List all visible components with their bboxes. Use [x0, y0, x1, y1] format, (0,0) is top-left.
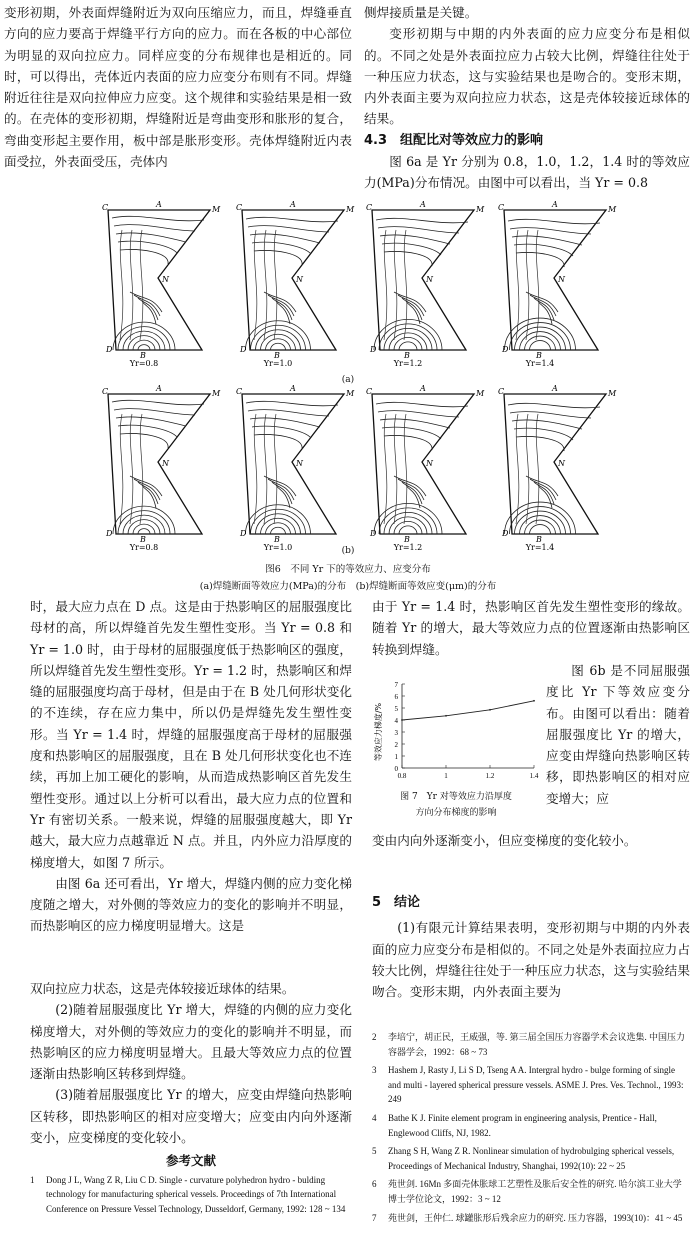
- mid-right-tail: [372, 830, 690, 851]
- reference-number: 7: [372, 1212, 377, 1223]
- panel-yr-label: Yr=1.4: [525, 359, 555, 368]
- figure-7-chart: [372, 668, 540, 788]
- y-tick-label: 1: [394, 753, 398, 761]
- contour-line: [138, 345, 150, 350]
- paragraph: 图 6a 是 Yr 分别为 0.8，1.0，1.2，1.4 时的等效应力(MPa)分布情况。由图中可以看出，当 Yr = 0.8: [364, 154, 690, 191]
- top-right-column: [364, 2, 690, 194]
- figure-6-subcaption: (a)焊缝断面等效应力(MPa)的分布 (b)焊缝断面等效应变(μm)的分布: [199, 581, 497, 592]
- contour-line: [380, 235, 450, 244]
- contour-line: [399, 526, 417, 534]
- bottom-right-column: [372, 892, 690, 1002]
- reference-number: 2: [372, 1032, 377, 1042]
- x-tick-label: 1: [444, 772, 448, 780]
- contour-line: [384, 436, 432, 450]
- contour-line: [118, 327, 170, 350]
- corner-label-b: B: [404, 351, 410, 360]
- corner-label-d: D: [370, 345, 377, 354]
- contour-line: [264, 292, 296, 312]
- paragraph: (3)随着屈服强度比 Yr 的增大，应变由焊缝向热影响区转移，即热影响区的相对应变增大；应变由内向外逐渐变小，应变梯度的变化较小。: [30, 1087, 352, 1146]
- contour-line: [394, 521, 422, 534]
- contour-line: [534, 482, 554, 504]
- figure-6b-panel: [234, 384, 356, 552]
- specimen-outline: [372, 210, 474, 350]
- contour-line: [376, 402, 468, 407]
- contour-line: [510, 412, 591, 418]
- contour-line: [272, 298, 292, 320]
- corner-label-m: M: [608, 389, 617, 398]
- contour-line: [116, 233, 186, 242]
- contour-diagram: [496, 384, 618, 554]
- panel-yr-label: Yr=0.8: [129, 543, 159, 552]
- corner-label-d: D: [502, 529, 509, 538]
- y-tick-label: 3: [394, 729, 398, 737]
- y-tick-label: 2: [394, 741, 398, 749]
- corner-label-b: B: [536, 535, 542, 544]
- corner-label-m: M: [212, 389, 221, 398]
- corner-label-a: A: [420, 384, 426, 393]
- panel-yr-label: Yr=1.0: [263, 543, 293, 552]
- contour-line: [250, 418, 320, 427]
- contour-line: [525, 336, 556, 350]
- contour-line: [384, 230, 387, 340]
- references-right: [372, 1030, 690, 1229]
- reference-item: [372, 1111, 690, 1140]
- reference-text: 李培宁，胡正民，王威强，等. 第三届全国压力容器学术会议选集. 中国压力容器学会，1992：68 ~ 73: [388, 1032, 686, 1057]
- mid-left-column: [30, 596, 352, 937]
- contour-line: [252, 242, 311, 254]
- y-tick-label: 7: [394, 681, 398, 689]
- contour-line: [114, 409, 195, 415]
- panel-yr-label: Yr=1.0: [263, 359, 293, 368]
- contour-diagram: [364, 200, 486, 370]
- reference-text: Zhang S H, Wang Z R. Nonlinear simulation of hydrobulging spherical vessels, Proceedings of Mechanical Industry, Shanghai, 1992(10): 22 ~ 25: [388, 1146, 675, 1171]
- paragraph: (1)有限元计算结果表明，变形初期与中期的内外表面的应力应变分布是相似的。不同之处是外表面拉应力占较大比例，焊缝往往处于一种压应力状态，这与实验结果吻合。变形末期，内外表面主要为: [372, 920, 690, 1000]
- reference-number: 6: [372, 1179, 377, 1190]
- corner-label-a: A: [552, 384, 558, 393]
- contour-line: [538, 301, 552, 324]
- contour-line: [120, 414, 123, 524]
- specimen-outline: [372, 394, 474, 534]
- contour-line: [394, 476, 426, 496]
- contour-line: [516, 253, 564, 267]
- corner-label-n: N: [162, 459, 169, 468]
- contour-line: [382, 427, 441, 439]
- y-tick-label: 0: [394, 765, 398, 773]
- paragraph: 变形初期，外表面焊缝附近为双向压缩应力，而且，焊缝垂直方向的应力要高于焊缝平行方向的应力。而在各板的中心部位为明显的双向拉应力。同样应变的分布规律也是相近的。同时，可以得出，壳体近内表面的应力应变分布则有不同。焊缝附近往往是双向拉伸应力应变。这个规律和实验结果是相一致的。在壳体的变形初期，焊缝附近是弯曲变形和胀形的复合，弯曲变形起主要作用，板中部是胀形变形。壳体焊缝附近内表面受拉，外表面受压，壳体内: [4, 5, 352, 170]
- section-heading: 5 结论: [372, 895, 421, 910]
- figure-6b-label: (b): [341, 546, 355, 556]
- corner-label-a: A: [156, 384, 162, 393]
- data-point: [401, 719, 403, 721]
- figure-7-caption-line2: 方向分布梯度的影响: [415, 808, 497, 818]
- corner-label-n: N: [426, 459, 433, 468]
- figure-6a-panel: [496, 200, 618, 368]
- contour-line: [526, 230, 529, 340]
- contour-line: [516, 230, 519, 340]
- corner-label-d: D: [106, 345, 113, 354]
- contour-line: [251, 509, 306, 534]
- contour-line: [274, 230, 277, 340]
- contour-line: [114, 225, 195, 231]
- figure-6a-panel: [364, 200, 486, 368]
- panel-yr-label: Yr=1.2: [393, 359, 423, 368]
- y-tick-label: 6: [394, 693, 398, 701]
- contour-line: [123, 331, 165, 350]
- paragraph: 变由内向外逐渐变小，但应变梯度的变化较小。: [372, 833, 637, 848]
- contour-line: [254, 230, 257, 340]
- paragraph: 侧焊接质量是关键。: [364, 5, 478, 20]
- contour-line: [246, 401, 338, 406]
- data-point: [445, 715, 447, 717]
- contour-line: [512, 420, 582, 429]
- contour-line: [130, 292, 162, 312]
- contour-line: [530, 525, 551, 534]
- contour-line: [120, 434, 168, 448]
- contour-line: [138, 298, 158, 320]
- top-left-column: [4, 2, 352, 172]
- panel-yr-label: Yr=0.8: [129, 359, 159, 368]
- corner-label-a: A: [290, 200, 296, 209]
- paragraph: 时，最大应力点在 D 点。这是由于热影响区的屈服强度比母材的高，所以焊缝首先发生塑性变形。当 Yr = 0.8 和 Yr = 1.0 时，由于母材的屈服强度低于热影响区的强度，所以焊缝首先发生塑性变形。Yr = 1.2 时，热影响区和焊缝的屈服强度均高于母材，但是由于在 B 处几何形状变化的不连续，存在应力集中，所以仍是焊缝先发生塑性变形。当 Yr = 1.4 时，焊缝的屈服强度高于母材的屈服强度和热影响区的屈服强度，且在 B 处几何形状变化也不连续，再加上加工硬化的影响，从而造成热影响区首先发生塑性变形。通过以上分析可以看出，最大应力点的位置和 Yr 有密切关系。一般来说，焊缝的屈服强度越大，即 Yr 越大，最大应力点越靠近 N 点。并且，内外应力沿厚度的梯度增大，如图 7 所示。: [30, 599, 352, 870]
- data-point: [533, 700, 535, 702]
- contour-line: [128, 520, 160, 534]
- reference-number: 1: [30, 1174, 35, 1185]
- contour-line: [271, 343, 286, 350]
- contour-diagram: [496, 200, 618, 370]
- contour-line: [516, 437, 564, 451]
- corner-label-c: C: [102, 387, 109, 396]
- mid-right-wrap-text: [546, 660, 690, 809]
- corner-label-n: N: [296, 459, 303, 468]
- reference-item: [30, 1173, 352, 1217]
- contour-line: [530, 341, 551, 350]
- contour-line: [399, 342, 417, 350]
- contour-line: [130, 414, 133, 524]
- contour-line: [536, 414, 539, 524]
- contour-line: [508, 219, 600, 224]
- corner-label-m: M: [346, 389, 355, 398]
- contour-line: [130, 476, 162, 496]
- contour-line: [379, 324, 437, 350]
- contour-line: [404, 414, 407, 524]
- corner-label-n: N: [558, 275, 565, 284]
- y-tick-label: 4: [394, 717, 398, 725]
- contour-line: [510, 228, 591, 234]
- contour-line: [394, 230, 397, 340]
- corner-label-n: N: [296, 275, 303, 284]
- contour-line: [138, 529, 150, 534]
- figure-6-caption: 图6 不同 Yr 下的等效应力、应变分布: [265, 564, 431, 575]
- x-tick-label: 1.4: [529, 772, 539, 780]
- panel-yr-label: Yr=1.4: [525, 543, 555, 552]
- contour-line: [254, 251, 302, 265]
- contour-line: [130, 230, 133, 340]
- corner-label-d: D: [106, 529, 113, 538]
- contour-line: [266, 339, 291, 350]
- corner-label-a: A: [420, 200, 426, 209]
- corner-label-b: B: [140, 535, 146, 544]
- contour-line: [250, 234, 320, 243]
- contour-line: [254, 414, 257, 524]
- corner-label-n: N: [558, 459, 565, 468]
- corner-label-n: N: [426, 275, 433, 284]
- series-line: [402, 701, 534, 720]
- corner-label-b: B: [140, 351, 146, 360]
- contour-line: [133, 524, 155, 534]
- contour-line: [246, 217, 338, 222]
- corner-label-c: C: [498, 387, 505, 396]
- contour-line: [526, 476, 558, 496]
- contour-line: [382, 243, 441, 255]
- contour-line: [394, 414, 397, 524]
- contour-line: [256, 330, 301, 350]
- corner-label-b: B: [274, 535, 280, 544]
- corner-label-c: C: [102, 203, 109, 212]
- corner-label-b: B: [536, 351, 542, 360]
- figure-6a-panel: [100, 200, 222, 368]
- contour-line: [266, 523, 291, 534]
- contour-line: [394, 292, 426, 312]
- contour-line: [402, 482, 422, 504]
- contour-line: [404, 230, 407, 340]
- contour-diagram: [364, 384, 486, 554]
- figure-6a-row: [100, 200, 620, 368]
- reference-item: [372, 1177, 690, 1206]
- contour-line: [514, 428, 573, 440]
- contour-line: [142, 301, 156, 324]
- contour-line: [402, 298, 422, 320]
- corner-label-c: C: [366, 387, 373, 396]
- paragraph: (2)随着屈服强度比 Yr 增大，焊缝的内侧的应力变化梯度增大，对外侧的等效应力的变化的影响并不明显，而热影响区的应力梯度明显增大。且最大等效应力点的位置逐渐由热影响区转移到焊缝。: [30, 1002, 352, 1082]
- reference-text: 苑世剑，王仲仁. 球罐胀形后残余应力的研究. 压力容器，1993(10)：41 ~ 45: [388, 1212, 683, 1223]
- contour-line: [133, 340, 155, 350]
- contour-line: [142, 485, 156, 508]
- corner-label-d: D: [502, 345, 509, 354]
- contour-line: [538, 485, 552, 508]
- corner-label-m: M: [608, 205, 617, 214]
- contour-line: [251, 325, 306, 350]
- paragraph: 图 6b 是不同屈服强度比 Yr 下等效应变分布。由图可以看出：随着屈服强度比 Yr 的增大，应变由焊缝向热影响区转移，即热影响区的相对应变增大；应: [546, 663, 690, 806]
- contour-line: [120, 230, 123, 340]
- contour-line: [376, 218, 468, 223]
- specimen-outline: [504, 394, 606, 534]
- contour-line: [378, 411, 459, 417]
- contour-line: [534, 298, 554, 320]
- corner-label-b: B: [404, 535, 410, 544]
- contour-diagram: [100, 384, 222, 554]
- figure-7-caption-line1: 图 7 Yr 对等效应力沿厚度: [400, 792, 512, 802]
- contour-line: [116, 417, 186, 426]
- contour-line: [264, 476, 296, 496]
- references-heading: 参考文献: [165, 1153, 216, 1168]
- figure-6b-panel: [364, 384, 486, 552]
- figure-6a-panel: [234, 200, 356, 368]
- contour-line: [516, 414, 519, 524]
- x-tick-label: 1.2: [485, 772, 495, 780]
- corner-label-d: D: [370, 529, 377, 538]
- contour-line: [120, 250, 168, 264]
- panel-yr-label: Yr=1.2: [393, 543, 423, 552]
- figure-6b-panel: [100, 384, 222, 552]
- contour-line: [128, 336, 160, 350]
- contour-line: [514, 244, 573, 256]
- corner-label-n: N: [162, 275, 169, 284]
- reference-item: [372, 1063, 690, 1107]
- reference-number: 4: [372, 1112, 377, 1123]
- figure-6b-row: [100, 384, 620, 552]
- contour-line: [379, 508, 437, 534]
- contour-line: [525, 520, 556, 534]
- contour-line: [256, 514, 301, 534]
- reference-text: Bathe K J. Finite element program in engineering analysis, Prentice - Hall, Englewood Cliffs, NJ, 1982.: [388, 1112, 657, 1138]
- contour-line: [123, 515, 165, 534]
- corner-label-c: C: [236, 203, 243, 212]
- corner-label-m: M: [346, 205, 355, 214]
- reference-item: [372, 1211, 690, 1226]
- reference-item: [372, 1144, 690, 1173]
- data-point: [489, 709, 491, 711]
- corner-label-m: M: [212, 205, 221, 214]
- contour-line: [378, 227, 459, 233]
- reference-text: Dong J L, Wang Z R, Liu C D. Single - curvature polyhedron hydro - bulding technology for manufacturing spherical vessels. Proceedings of 7th International Conference on Pressure Vessel Technology, Dusseldorf, Germany, 1992: 128 ~ 134: [46, 1174, 346, 1214]
- corner-label-a: A: [290, 384, 296, 393]
- bottom-left-column: [30, 978, 352, 1148]
- corner-label-c: C: [236, 387, 243, 396]
- reference-number: 3: [372, 1065, 377, 1076]
- figure-6a-label: (a): [341, 375, 355, 385]
- contour-line: [274, 414, 277, 524]
- corner-label-a: A: [552, 200, 558, 209]
- contour-line: [252, 426, 311, 438]
- contour-line: [515, 327, 566, 350]
- contour-line: [112, 400, 204, 405]
- contour-line: [512, 236, 582, 245]
- corner-label-c: C: [498, 203, 505, 212]
- contour-line: [536, 230, 539, 340]
- corner-label-m: M: [476, 205, 485, 214]
- paragraph: 变形初期与中期的内外表面的应力应变分布是相似的。不同之处是外表面拉应力占较大比例，焊缝往往处于一种压应力状态，这与实验结果也是吻合的。变形末期，内外表面主要为双向拉应力状态，这是壳体较接近球体的结果。: [364, 26, 690, 127]
- contour-line: [384, 414, 387, 524]
- contour-line: [526, 414, 529, 524]
- contour-line: [112, 216, 204, 221]
- figure-6b-panel: [496, 384, 618, 552]
- contour-line: [515, 511, 566, 534]
- contour-diagram: [234, 384, 356, 554]
- contour-line: [272, 482, 292, 504]
- corner-label-d: D: [240, 345, 247, 354]
- contour-line: [384, 252, 432, 266]
- paragraph: 由于 Yr = 1.4 时，热影响区首先发生塑性变形的缘故。随着 Yr 的增大，最大等效应力点的位置逐渐由热影响区转换到焊缝。: [372, 599, 690, 657]
- corner-label-d: D: [240, 529, 247, 538]
- specimen-outline: [504, 210, 606, 350]
- contour-line: [394, 337, 422, 350]
- x-tick-label: 0.8: [397, 772, 407, 780]
- paragraph: 双向拉应力状态，这是壳体较接近球体的结果。: [30, 981, 295, 996]
- contour-line: [248, 226, 329, 232]
- figure-7: [372, 668, 540, 828]
- y-tick-label: 5: [394, 705, 398, 713]
- contour-line: [138, 482, 158, 504]
- corner-label-b: B: [274, 351, 280, 360]
- contour-line: [384, 512, 432, 534]
- contour-line: [140, 230, 143, 340]
- paragraph: 由图 6a 还可看出，Yr 增大，焊缝内侧的应力变化梯度随之增大，对外侧的等效应力的变化的影响并不明显，而热影响区的应力梯度明显增大。这是: [30, 875, 352, 934]
- contour-line: [118, 241, 177, 253]
- section-heading: 4.3 组配比对等效应力的影响: [364, 132, 544, 148]
- reference-text: Hashem J, Rasty J, Li S D, Tseng A A. Intergral hydro - bulge forming of single and multi - layered spherical pressure vessels. ASME J. Pres. Ves. Technol., 1993: 249: [388, 1065, 684, 1105]
- references-left: [30, 1152, 352, 1220]
- contour-line: [384, 328, 432, 350]
- contour-line: [140, 414, 143, 524]
- corner-label-a: A: [156, 200, 162, 209]
- mid-right-column: [372, 596, 690, 660]
- reference-item: [372, 1030, 690, 1059]
- contour-diagram: [234, 200, 356, 370]
- corner-label-c: C: [366, 203, 373, 212]
- contour-line: [118, 425, 177, 437]
- contour-line: [248, 410, 329, 416]
- corner-label-m: M: [476, 389, 485, 398]
- contour-line: [118, 511, 170, 534]
- contour-line: [380, 419, 450, 428]
- contour-line: [508, 403, 600, 408]
- contour-line: [526, 292, 558, 312]
- reference-text: 苑世剑. 16Mn 多面壳体胀球工艺塑性及胀后安全性的研究. 哈尔滨工业大学博士学位论文，1992：3 ~ 12: [388, 1179, 682, 1204]
- reference-number: 5: [372, 1146, 377, 1157]
- contour-line: [254, 435, 302, 449]
- contour-line: [271, 527, 286, 534]
- contour-diagram: [100, 200, 222, 370]
- figure-7-ylabel: 等效应力梯度/%: [374, 702, 383, 762]
